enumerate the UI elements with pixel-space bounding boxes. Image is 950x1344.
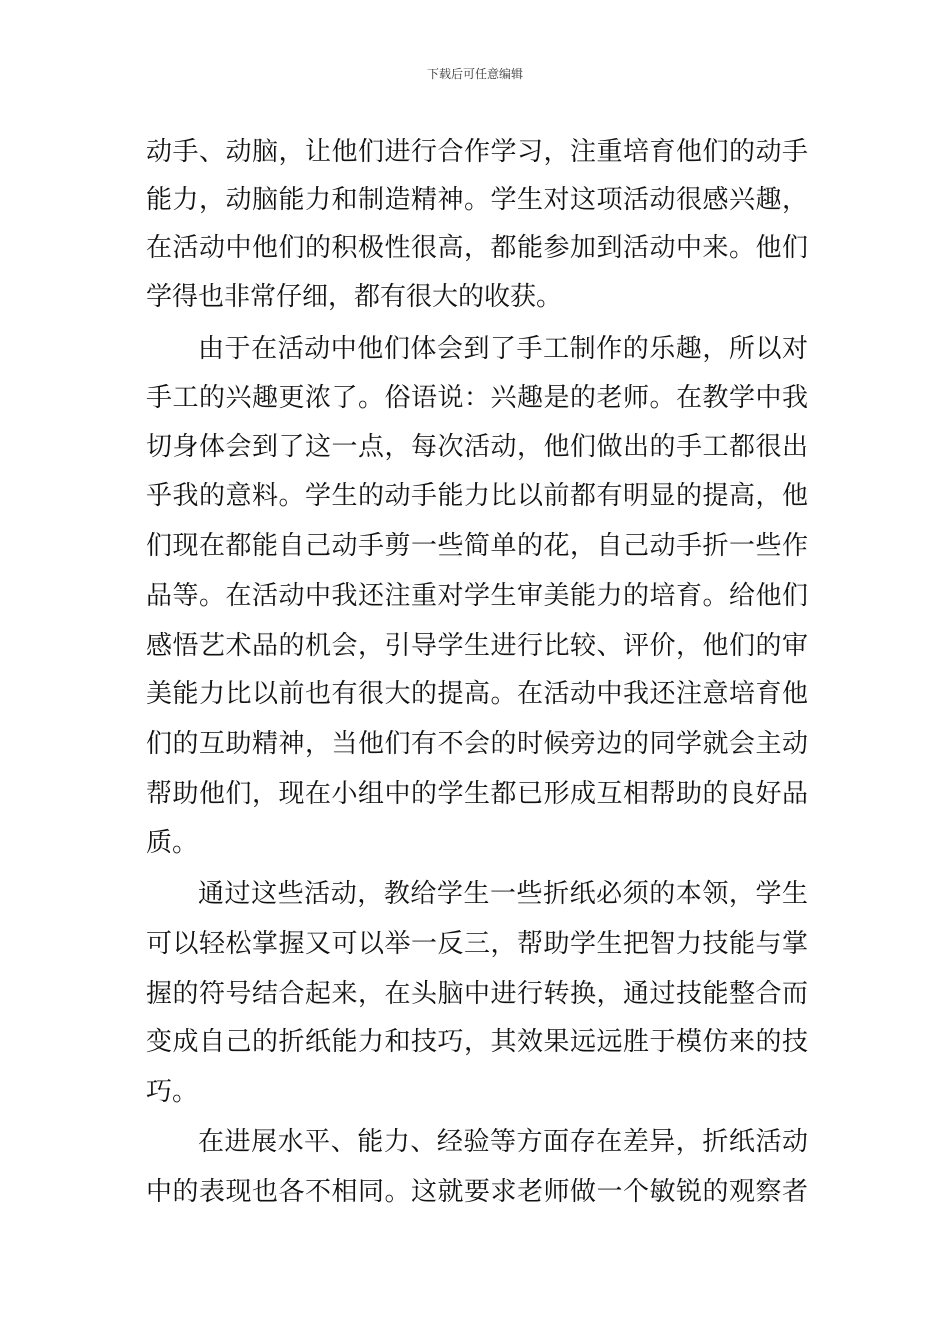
text-line: 感悟艺术品的机会，引导学生进行比较、评价，他们的审: [146, 631, 808, 661]
text-line: 们的互助精神，当他们有不会的时候旁边的同学就会主动: [146, 729, 808, 759]
text-line: 巧。: [146, 1077, 199, 1107]
text-line: 美能力比以前也有很大的提高。在活动中我还注意培育他: [146, 679, 808, 709]
text-line: 由于在活动中他们体会到了手工制作的乐趣，所以对: [198, 334, 808, 364]
text-line: 中的表现也各不相同。这就要求老师做一个敏锐的观察者: [146, 1177, 808, 1207]
text-line: 握的符号结合起来，在头脑中进行转换，通过技能整合而: [146, 979, 808, 1009]
text-line: 质。: [146, 828, 199, 858]
text-line: 动手、动脑，让他们进行合作学习，注重培育他们的动手: [146, 137, 808, 167]
text-line: 学得也非常仔细，都有很大的收获。: [146, 282, 563, 312]
header-note: 下载后可任意编辑: [426, 67, 523, 81]
text-line: 们现在都能自己动手剪一些简单的花，自己动手折一些作: [146, 531, 808, 561]
text-line: 帮助他们，现在小组中的学生都已形成互相帮助的良好品: [146, 779, 808, 809]
text-line: 能力，动脑能力和制造精神。学生对这项活动很感兴趣，: [146, 185, 808, 215]
text-line: 乎我的意料。学生的动手能力比以前都有明显的提高，他: [146, 481, 808, 511]
text-line: 可以轻松掌握又可以举一反三，帮助学生把智力技能与掌: [146, 929, 808, 959]
text-line: 变成自己的折纸能力和技巧，其效果远远胜于模仿来的技: [146, 1027, 808, 1057]
text-line: 品等。在活动中我还注重对学生审美能力的培育。给他们: [146, 581, 808, 611]
text-line: 切身体会到了这一点，每次活动，他们做出的手工都很出: [146, 432, 808, 462]
text-line: 在进展水平、能力、经验等方面存在差异，折纸活动: [198, 1127, 808, 1157]
text-line: 手工的兴趣更浓了。俗语说：兴趣是的老师。在教学中我: [146, 383, 808, 413]
text-line: 在活动中他们的积极性很高，都能参加到活动中来。他们: [146, 233, 808, 263]
text-line: 通过这些活动，教给学生一些折纸必须的本领，学生: [198, 879, 808, 909]
